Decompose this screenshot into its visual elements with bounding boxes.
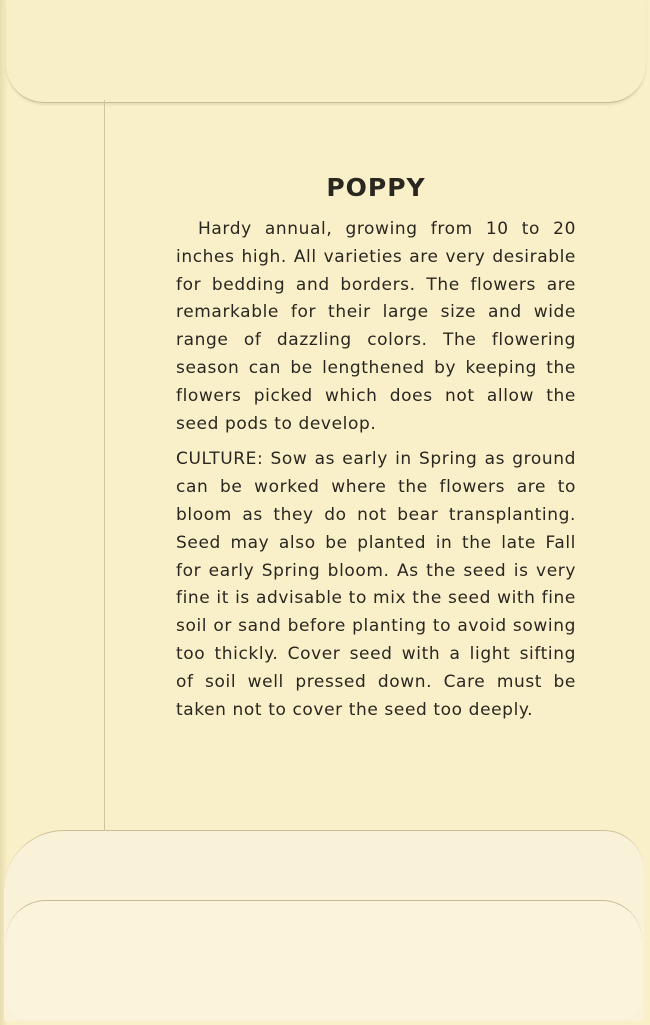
description-paragraph: Hardy annual, growing from 10 to 20 inches high. All varieties are very desirable for bedding and borders. The flowers are remarkable for their large size and wide range of dazzling colors. The flowering season can be lengthened by keeping the flowers picked which does not allow the seed pods to develop. (176, 219, 576, 434)
packet-title: POPPY (326, 173, 426, 202)
culture-paragraph: CULTURE: Sow as early in Spring as ground can be worked where the flowers are to bloom as they do not bear transplanting. Seed may also be planted in the late Fall for early Spring bloom. As the seed is very fine it is advisable to mix the seed with fine soil or sand before planting to avoid sowing too thickly. Cover seed with a light sifting of soil well pressed down. Care must be taken not to cover the seed too deeply. (176, 449, 576, 720)
side-seam (104, 100, 105, 840)
top-flap (6, 0, 646, 103)
bottom-flap-fold (6, 900, 642, 1019)
packet-text-block (176, 170, 576, 732)
